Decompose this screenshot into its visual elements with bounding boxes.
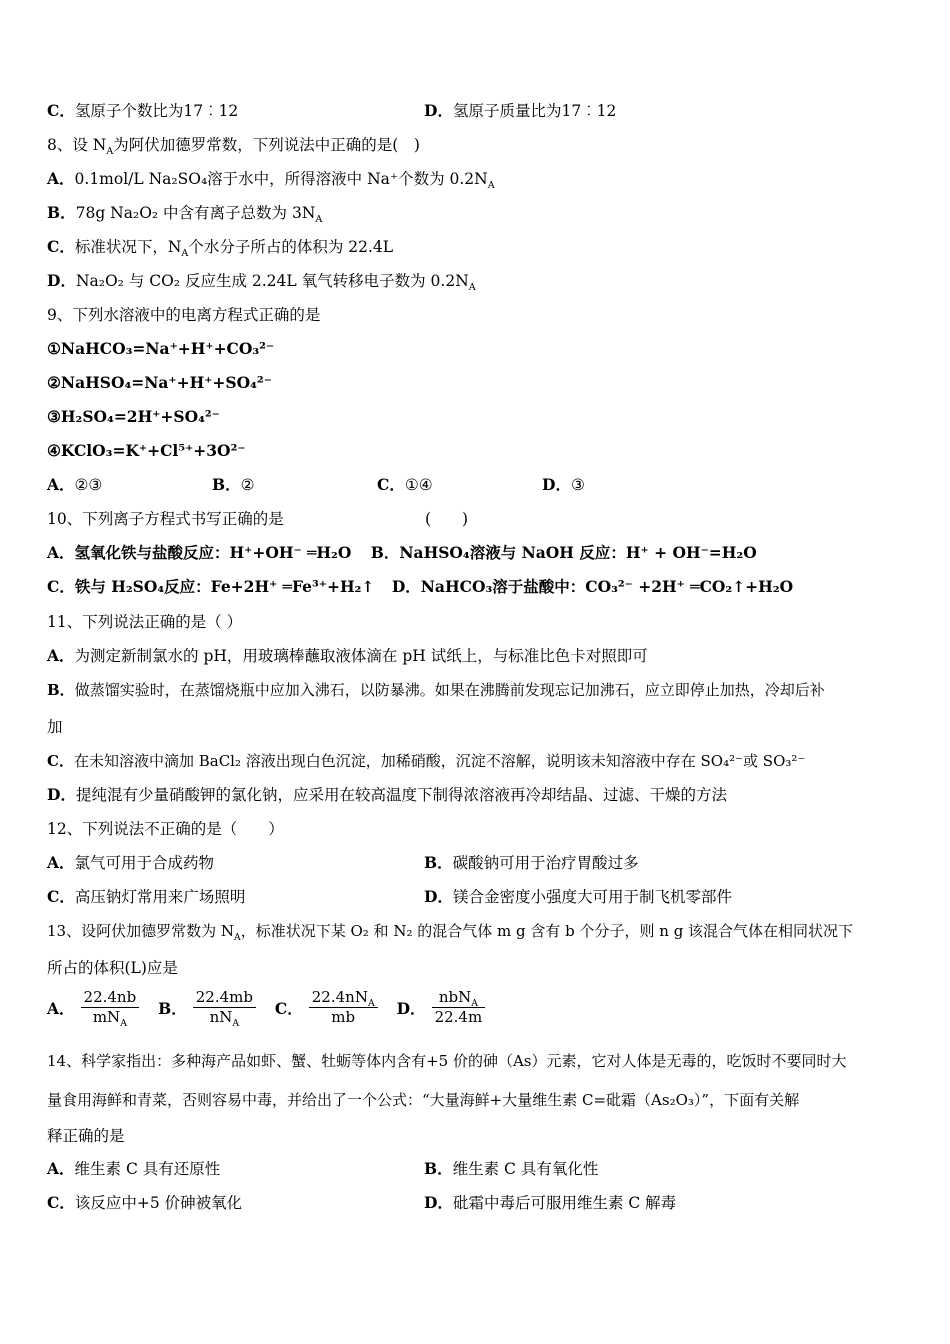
q7-option-c: 氢原子个数比为17︰12 [74, 102, 239, 120]
q10-option-b: NaHSO₄溶液与 NaOH 反应：H⁺ + OH⁻=H₂O [399, 543, 757, 562]
numerator: 22.4nb [81, 988, 140, 1008]
q8-option-b-text: 78g Na₂O₂ 中含有离子总数为 3N [75, 204, 316, 222]
subscript: A [367, 998, 375, 1009]
option-label: D． [424, 101, 453, 120]
q9-stem: 9、下列水溶液中的电离方程式正确的是 [47, 306, 321, 324]
q14-options-cd [47, 1192, 677, 1214]
numerator [309, 988, 378, 1008]
numerator: 22.4mb [193, 988, 256, 1008]
subscript: A [315, 214, 323, 226]
q11-option-c-text: 在未知溶液中滴加 BaCl₂ 溶液出现白色沉淀，加稀硝酸，沉淀不溶解，说明该未知溶液中存在 SO₄²⁻或 SO₃²⁻ [73, 752, 806, 770]
option-label: B． [47, 681, 75, 699]
q11-option-d [47, 784, 727, 806]
subscript: A [233, 932, 241, 943]
option-label: A． [47, 543, 75, 562]
q11-option-b-cont: 加 [47, 718, 63, 736]
option-label: B． [47, 203, 76, 222]
option-label: B． [158, 998, 187, 1018]
q10-stem [47, 508, 469, 530]
q14-option-c: 该反应中+5 价砷被氧化 [74, 1194, 243, 1212]
q9-option-c: ①④ [404, 476, 433, 494]
option-label: C． [47, 1193, 75, 1212]
q14-options-ab [47, 1158, 599, 1180]
q11-option-d-text: 提纯混有少量硝酸钾的氯化钠，应采用在较高温度下制得浓溶液再冷却结晶、过滤、干燥的方法 [75, 786, 727, 804]
option-label: D． [47, 271, 76, 290]
q9-equation-1: ①NaHCO₃=Na⁺+H⁺+CO₃²⁻ [47, 339, 275, 358]
option-label: D． [396, 998, 426, 1018]
q14-stem-line1: 14、科学家指出：多种海产品如虾、蟹、牡蛎等体内含有+5 价的砷（As）元素，它对人体是无毒的，吃饭时不要同时大 [47, 1052, 847, 1070]
q10-stem-text: 10、下列离子方程式书写正确的是 [47, 510, 284, 528]
q13-option-c-fraction [309, 988, 378, 1027]
option-label: B． [212, 475, 241, 494]
q11-option-a-text: 为测定新制氯水的 pH，用玻璃棒蘸取液体滴在 pH 试纸上，与标准比色卡对照即可 [74, 647, 648, 665]
option-label: D． [47, 785, 76, 804]
q13-option-a-fraction [81, 988, 140, 1027]
q7-option-row [47, 100, 617, 122]
denominator: 22.4m [434, 1008, 483, 1026]
q11-option-b [47, 679, 825, 701]
option-label: A． [47, 475, 75, 494]
q10-options-cd [47, 576, 793, 598]
denominator-text: nN [209, 1008, 233, 1026]
subscript: A [487, 180, 495, 192]
q12-options-ab [47, 852, 639, 874]
q9-option-b: ② [240, 476, 255, 494]
q14-stem-line2: 量食用海鲜和青菜，否则容易中毒，并给出了一个公式：“大量海鲜+大量维生素 C=砒霜（As₂O₃）”，下面有关解 [47, 1091, 800, 1109]
q8-option-c-pre: 标准状况下，N [74, 238, 182, 256]
option-label: A． [47, 646, 75, 665]
option-label: A． [47, 853, 75, 872]
q9-option-d: ③ [570, 476, 585, 494]
answer-paren: ( ) [425, 510, 469, 528]
q10-option-a: 氢氧化铁与盐酸反应：H⁺+OH⁻ ═H₂O [74, 543, 352, 562]
numerator-text: nbN [438, 988, 472, 1006]
q8-option-d [47, 270, 476, 292]
q14-option-b: 维生素 C 具有氧化性 [452, 1160, 599, 1178]
q11-option-c [47, 750, 805, 772]
q12-option-d: 镁合金密度小强度大可用于制飞机零部件 [452, 888, 732, 906]
q14-option-d: 砒霜中毒后可服用维生素 C 解毒 [452, 1194, 677, 1212]
q13-stem-line1 [47, 920, 853, 942]
subscript: A [471, 998, 478, 1009]
option-label: C． [47, 237, 75, 256]
denominator: mb [331, 1008, 356, 1026]
option-label: A． [47, 998, 75, 1018]
subscript: A [181, 248, 189, 260]
q13-stem-line2: 所占的体积(L)应是 [47, 959, 178, 977]
option-label: D． [424, 887, 453, 906]
option-label: D． [542, 475, 571, 494]
denominator [81, 1008, 140, 1027]
q8-option-d-text: Na₂O₂ 与 CO₂ 反应生成 2.24L 氧气转移电子数为 0.2N [75, 272, 469, 290]
denominator [193, 1008, 256, 1027]
q9-option-a: ②③ [74, 476, 103, 494]
subscript: A [120, 1018, 127, 1029]
q13-options [47, 988, 499, 1027]
q12-option-a: 氯气可用于合成药物 [74, 854, 215, 872]
q14-option-a: 维生素 C 具有还原性 [74, 1160, 221, 1178]
q10-options-ab [47, 542, 757, 564]
q9-equation-2: ②NaHSO₄=Na⁺+H⁺+SO₄²⁻ [47, 373, 272, 392]
option-label: C． [47, 887, 75, 906]
q12-options-cd [47, 886, 732, 908]
option-label: C． [47, 101, 75, 120]
q12-stem: 12、下列说法不正确的是（ ） [47, 820, 284, 838]
q13-stem-part2: ，标准状况下某 O₂ 和 N₂ 的混合气体 m g 含有 b 个分子，则 n g 该混合气体在相同状况下 [240, 922, 854, 940]
q11-stem: 11、下列说法正确的是（ ） [47, 613, 243, 631]
option-label: C． [47, 577, 75, 596]
subscript: A [232, 1018, 240, 1029]
option-label: A． [47, 169, 75, 188]
q8-option-a [47, 168, 495, 190]
q9-equation-3: ③H₂SO₄=2H⁺+SO₄²⁻ [47, 407, 220, 426]
option-label: B． [370, 543, 400, 562]
q11-option-a [47, 645, 648, 667]
q8-stem-pre: 8、设 N [47, 136, 107, 154]
q7-option-d: 氢原子质量比为17︰12 [452, 102, 617, 120]
q8-option-a-text: 0.1mol/L Na₂SO₄溶于水中，所得溶液中 Na⁺个数为 0.2N [74, 170, 488, 188]
q13-option-b-fraction [193, 988, 256, 1027]
option-label: D． [424, 1193, 453, 1212]
q11-option-b-text: 做蒸馏实验时，在蒸馏烧瓶中应加入沸石，以防暴沸。如果在沸腾前发现忘记加沸石，应立即停止加热，冷却后补 [74, 681, 825, 699]
q8-stem-post: 为阿伏加德罗常数，下列说法中正确的是( ) [113, 136, 420, 154]
option-label: B． [424, 1159, 453, 1178]
q10-option-c: 铁与 H₂SO₄反应：Fe+2H⁺ ═Fe³⁺+H₂↑ [74, 577, 375, 596]
q12-option-c: 高压钠灯常用来广场照明 [74, 888, 246, 906]
subscript: A [468, 282, 476, 294]
numerator [432, 988, 486, 1008]
q10-option-d: NaHCO₃溶于盐酸中：CO₃²⁻ +2H⁺ ═CO₂↑+H₂O [420, 577, 794, 596]
q14-stem-line3: 释正确的是 [47, 1127, 125, 1145]
q8-option-c-post: 个水分子所占的体积为 22.4L [188, 238, 394, 256]
q9-equation-4: ④KClO₃=K⁺+Cl⁵⁺+3O²⁻ [47, 441, 246, 460]
subscript: A [106, 146, 114, 158]
option-label: C． [377, 475, 405, 494]
option-label: A． [47, 1159, 75, 1178]
q13-option-d-fraction [432, 988, 486, 1027]
numerator-text: 22.4nN [311, 988, 368, 1006]
option-label: C． [274, 998, 303, 1018]
q12-option-b: 碳酸钠可用于治疗胃酸过多 [452, 854, 639, 872]
q13-stem-part1: 13、设阿伏加德罗常数为 N [47, 922, 234, 940]
q8-option-b [47, 202, 322, 224]
option-label: D． [391, 577, 421, 596]
q8-stem [47, 134, 420, 156]
option-label: C． [47, 752, 74, 770]
denominator-text: mN [92, 1008, 121, 1026]
q8-option-c [47, 236, 393, 258]
option-label: B． [424, 853, 453, 872]
